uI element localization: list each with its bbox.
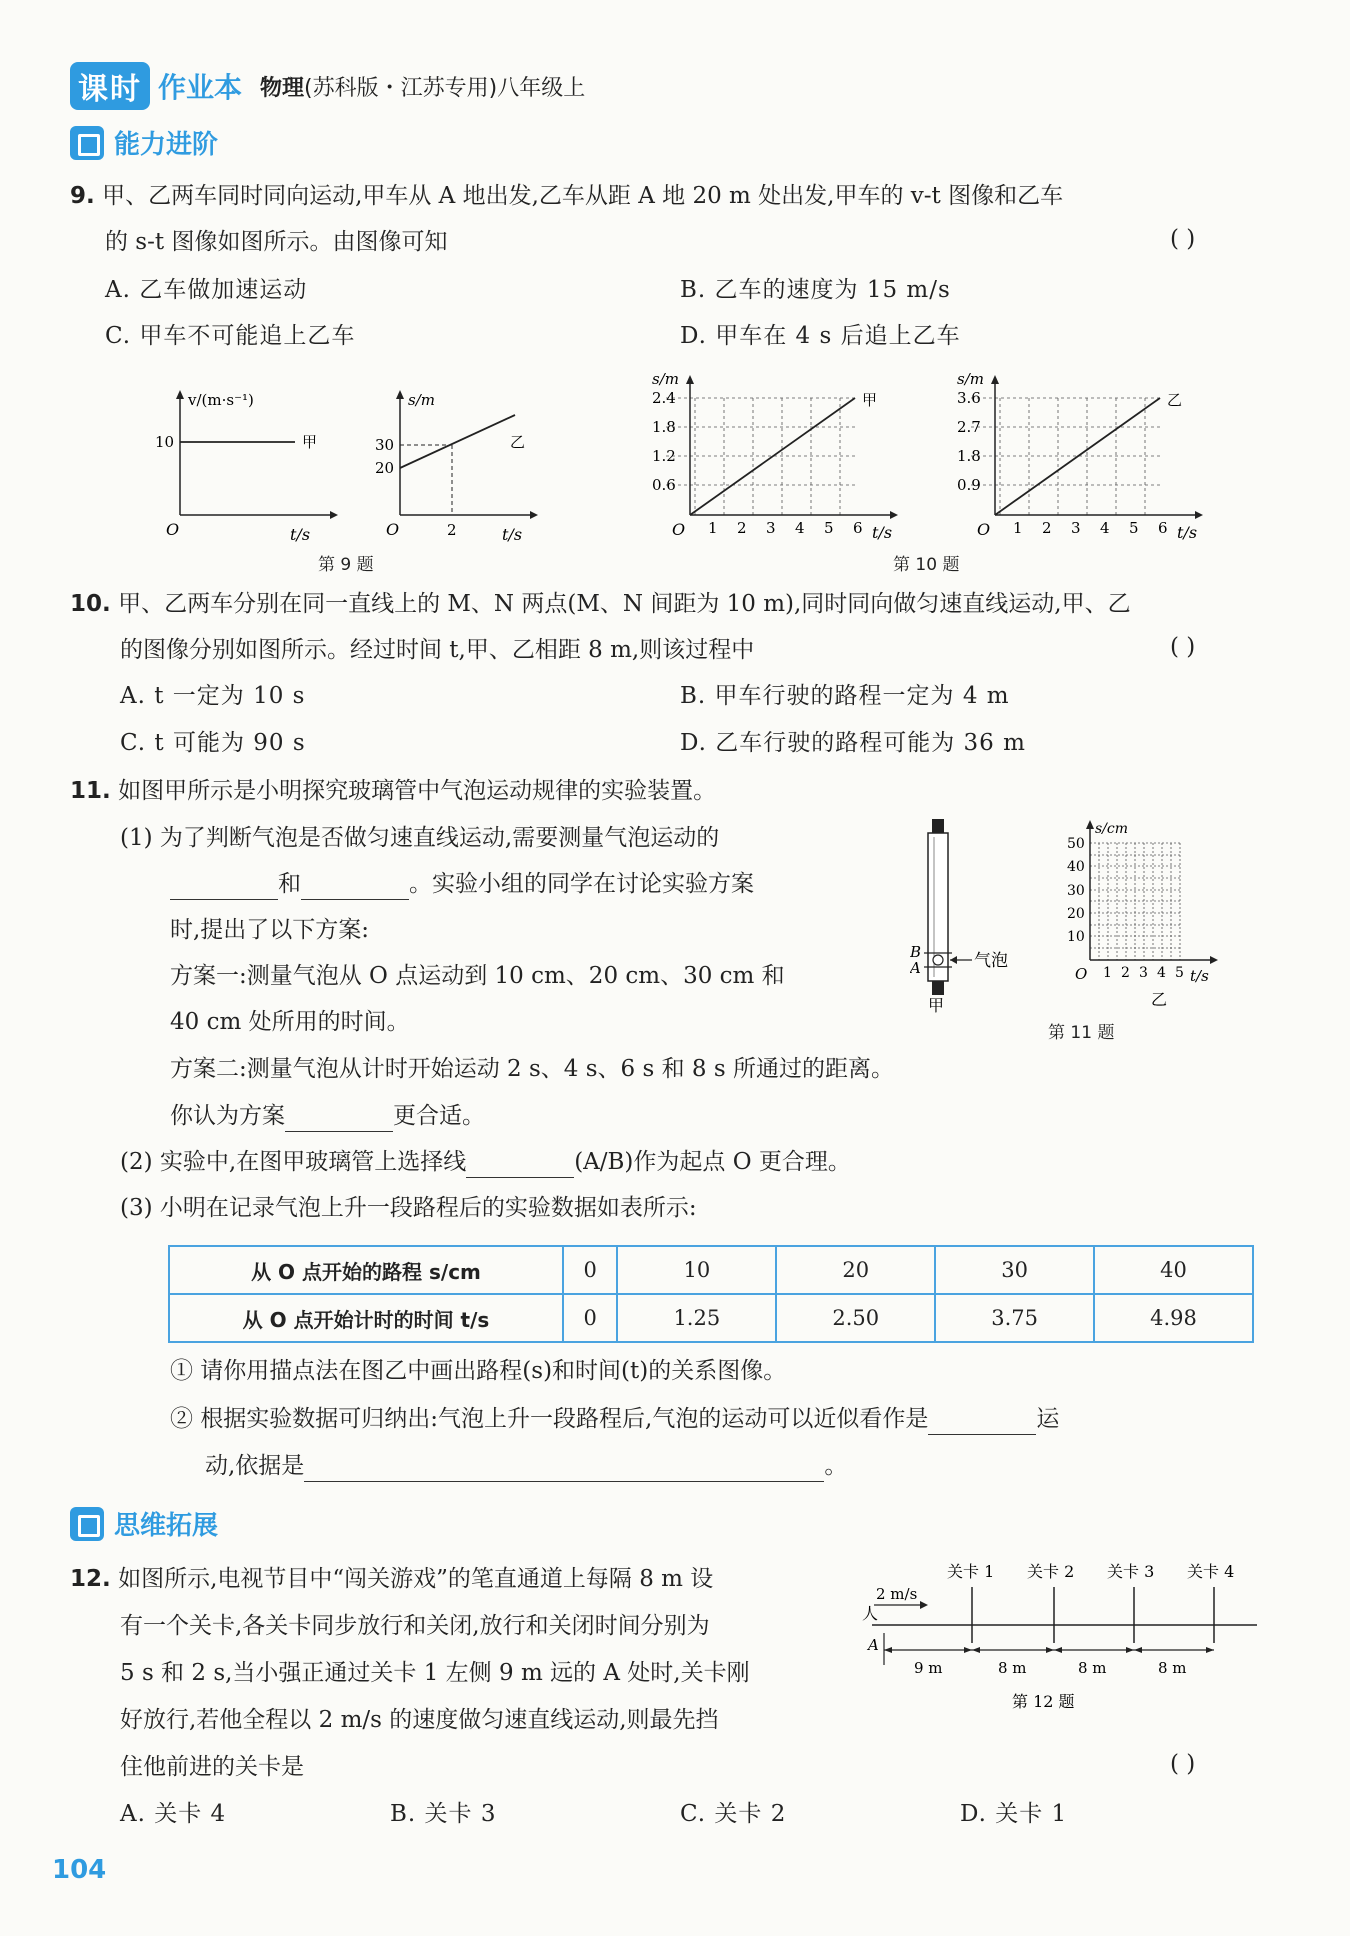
q12-line5: 住他前进的关卡是 <box>120 1754 304 1780</box>
svg-text:2: 2 <box>447 521 457 539</box>
svg-text:20: 20 <box>375 459 395 477</box>
svg-text:1: 1 <box>1103 965 1112 981</box>
svg-text:2.7: 2.7 <box>957 418 981 436</box>
svg-text:乙: 乙 <box>1167 391 1183 409</box>
svg-text:气泡: 气泡 <box>974 951 1008 971</box>
q9-caption: 第 9 题 <box>318 555 374 575</box>
answer-blank <box>170 875 278 900</box>
subject-line: 物理(苏科版・江苏专用)八年级上 <box>260 75 586 101</box>
svg-text:O: O <box>1075 965 1088 983</box>
svg-text:乙: 乙 <box>510 433 526 451</box>
q10-caption: 第 10 题 <box>893 555 960 575</box>
svg-text:A: A <box>910 959 921 977</box>
svg-text:第 12 题: 第 12 题 <box>1012 1692 1075 1711</box>
svg-text:O: O <box>386 520 400 539</box>
section-header-2 <box>70 1505 218 1542</box>
svg-text:v/(m·s⁻¹): v/(m·s⁻¹) <box>188 391 254 409</box>
q11-part1-a: (1) 为了判断气泡是否做匀速直线运动,需要测量气泡运动的 <box>120 825 720 851</box>
q12-line4: 好放行,若他全程以 2 m/s 的速度做匀速直线运动,则最先挡 <box>120 1707 719 1733</box>
table-row: 从 O 点开始计时的时间 t/s 0 1.25 2.50 3.75 4.98 <box>169 1294 1253 1342</box>
q11-part3: (3) 小明在记录气泡上升一段路程后的实验数据如表所示: <box>120 1195 697 1221</box>
q11-sub2: ② 根据实验数据可归纳出:气泡上升一段路程后,气泡的运动可以近似看作是 运 <box>170 1403 1059 1435</box>
svg-text:O: O <box>672 520 686 539</box>
svg-text:3: 3 <box>1071 519 1081 537</box>
svg-text:甲: 甲 <box>302 433 318 451</box>
q12-gates-figure <box>862 1555 1257 1715</box>
svg-text:关卡 1: 关卡 1 <box>947 1562 995 1581</box>
answer-bracket: ( ) <box>1170 634 1196 660</box>
svg-text:10: 10 <box>1067 929 1085 945</box>
svg-text:关卡 3: 关卡 3 <box>1107 1562 1155 1581</box>
q10-graph-jia <box>650 370 905 545</box>
q9-option-d: D. 甲车在 4 s 后追上乙车 <box>680 323 961 349</box>
svg-text:3.6: 3.6 <box>957 389 981 407</box>
svg-text:5: 5 <box>1129 519 1139 537</box>
answer-blank <box>928 1410 1036 1435</box>
q11-st-graph <box>1065 815 1240 1015</box>
answer-blank <box>301 875 409 900</box>
svg-text:5: 5 <box>1175 965 1184 981</box>
svg-text:8 m: 8 m <box>1078 1659 1107 1677</box>
answer-blank <box>285 1107 393 1132</box>
q10-option-a: A. t 一定为 10 s <box>120 683 306 709</box>
svg-text:s/m: s/m <box>408 391 435 409</box>
svg-text:2: 2 <box>1042 519 1052 537</box>
svg-text:20: 20 <box>1067 906 1085 922</box>
svg-text:4: 4 <box>1100 519 1110 537</box>
logo: 课时 <box>70 62 150 110</box>
answer-blank <box>304 1457 824 1482</box>
svg-text:0.9: 0.9 <box>957 476 981 494</box>
glass-tube-figure <box>910 815 1040 1015</box>
svg-text:甲: 甲 <box>862 391 878 409</box>
book-header <box>70 62 585 110</box>
q9-vt-graph <box>150 385 340 550</box>
q11-part2: (2) 实验中,在图甲玻璃管上选择线 (A/B)作为起点 O 更合理。 <box>120 1146 851 1178</box>
q9-st-graph <box>370 385 540 550</box>
svg-text:2: 2 <box>737 519 747 537</box>
q11-plan2: 方案二:测量气泡从计时开始运动 2 s、4 s、6 s 和 8 s 所通过的距离。 <box>170 1056 894 1082</box>
answer-bracket: ( ) <box>1170 226 1196 252</box>
svg-text:8 m: 8 m <box>998 1659 1027 1677</box>
svg-text:甲: 甲 <box>928 996 945 1015</box>
svg-text:t/s: t/s <box>872 523 893 542</box>
svg-text:1.8: 1.8 <box>957 447 981 465</box>
svg-text:O: O <box>977 520 991 539</box>
q11-part1-b: 和 。实验小组的同学在讨论实验方案 <box>170 868 754 900</box>
svg-text:8 m: 8 m <box>1158 1659 1187 1677</box>
q11-caption: 第 11 题 <box>1048 1023 1115 1043</box>
svg-text:6: 6 <box>853 519 863 537</box>
svg-text:2.4: 2.4 <box>652 389 676 407</box>
svg-text:1: 1 <box>708 519 718 537</box>
book-name: 作业本 <box>158 71 243 104</box>
q11-sub1: ① 请你用描点法在图乙中画出路程(s)和时间(t)的关系图像。 <box>170 1358 787 1384</box>
q9-option-c: C. 甲车不可能追上乙车 <box>105 323 356 349</box>
svg-text:2: 2 <box>1121 965 1130 981</box>
answer-blank <box>466 1153 574 1178</box>
q12-option-d: D. 关卡 1 <box>960 1801 1068 1827</box>
svg-text:O: O <box>166 520 180 539</box>
page-number: 104 <box>52 1855 107 1885</box>
q11-sub2-cont: 动,依据是 。 <box>205 1450 847 1482</box>
svg-text:1.8: 1.8 <box>652 418 676 436</box>
svg-text:1.2: 1.2 <box>652 447 676 465</box>
q10-option-b: B. 甲车行驶的路程一定为 4 m <box>680 683 1010 709</box>
q9-option-a: A. 乙车做加速运动 <box>105 277 308 303</box>
q12-option-a: A. 关卡 4 <box>120 1801 227 1827</box>
svg-text:t/s: t/s <box>290 525 311 544</box>
svg-text:6: 6 <box>1158 519 1168 537</box>
q12-line2: 有一个关卡,各关卡同步放行和关闭,放行和关闭时间分别为 <box>120 1613 710 1639</box>
svg-text:乙: 乙 <box>1151 990 1168 1009</box>
q12-line3: 5 s 和 2 s,当小强正通过关卡 1 左侧 9 m 远的 A 处时,关卡刚 <box>120 1660 750 1686</box>
q9-option-b: B. 乙车的速度为 15 m/s <box>680 277 951 303</box>
q11-part1-c: 时,提出了以下方案: <box>170 917 370 943</box>
data-table <box>168 1245 1254 1343</box>
q12-option-b: B. 关卡 3 <box>390 1801 497 1827</box>
svg-text:30: 30 <box>375 436 395 454</box>
q12-line1: 12. 如图所示,电视节目中“闯关游戏”的笔直通道上每隔 8 m 设 <box>70 1566 714 1592</box>
svg-text:t/s: t/s <box>1190 967 1209 985</box>
svg-text:5: 5 <box>824 519 834 537</box>
svg-text:4: 4 <box>1157 965 1166 981</box>
svg-text:0.6: 0.6 <box>652 476 676 494</box>
svg-text:40: 40 <box>1067 859 1085 875</box>
q10-line2: 的图像分别如图所示。经过时间 t,甲、乙相距 8 m,则该过程中 <box>120 637 755 663</box>
svg-text:50: 50 <box>1067 836 1085 852</box>
svg-text:t/s: t/s <box>502 525 523 544</box>
svg-text:2 m/s: 2 m/s <box>876 1585 918 1603</box>
svg-text:人: 人 <box>862 1604 879 1623</box>
svg-text:关卡 2: 关卡 2 <box>1027 1562 1075 1581</box>
svg-text:9 m: 9 m <box>914 1659 943 1677</box>
svg-text:B: B <box>910 943 922 961</box>
q11-intro: 11. 如图甲所示是小明探究玻璃管中气泡运动规律的实验装置。 <box>70 778 717 804</box>
answer-bracket: ( ) <box>1170 1751 1196 1777</box>
svg-text:1: 1 <box>1013 519 1023 537</box>
q12-option-c: C. 关卡 2 <box>680 1801 787 1827</box>
q10-option-c: C. t 可能为 90 s <box>120 730 306 756</box>
svg-text:关卡 4: 关卡 4 <box>1187 1562 1235 1581</box>
q11-plan1-cont: 40 cm 处所用的时间。 <box>170 1009 410 1035</box>
svg-text:30: 30 <box>1067 883 1085 899</box>
svg-text:s/m: s/m <box>957 370 984 388</box>
svg-text:t/s: t/s <box>1177 523 1198 542</box>
svg-text:A: A <box>868 1636 879 1654</box>
table-row: 从 O 点开始的路程 s/cm 0 10 20 30 40 <box>169 1246 1253 1294</box>
q11-choice: 你认为方案 更合适。 <box>170 1100 485 1132</box>
q10-option-d: D. 乙车行驶的路程可能为 36 m <box>680 730 1026 756</box>
pencil-icon <box>70 126 104 160</box>
svg-text:3: 3 <box>766 519 776 537</box>
svg-text:s/cm: s/cm <box>1095 821 1129 837</box>
section-title: 能力进阶 <box>114 130 219 160</box>
q11-plan1: 方案一:测量气泡从 O 点运动到 10 cm、20 cm、30 cm 和 <box>170 963 785 989</box>
section-title: 思维拓展 <box>114 1511 219 1541</box>
pencil-icon <box>70 1507 104 1541</box>
svg-text:3: 3 <box>1139 965 1148 981</box>
svg-text:4: 4 <box>795 519 805 537</box>
section-header-1 <box>70 124 218 161</box>
q9-line2: 的 s-t 图像如图所示。由图像可知 <box>105 229 448 255</box>
q9-line1: 9. 甲、乙两车同时同向运动,甲车从 A 地出发,乙车从距 A 地 20 m 处出发,甲车的 v-t 图像和乙车 <box>70 183 1064 209</box>
svg-text:s/m: s/m <box>652 370 679 388</box>
svg-text:10: 10 <box>155 433 175 451</box>
q10-line1: 10. 甲、乙两车分别在同一直线上的 M、N 两点(M、N 间距为 10 m),同时同向做匀速直线运动,甲、乙 <box>70 591 1131 617</box>
q10-graph-yi <box>955 370 1210 545</box>
